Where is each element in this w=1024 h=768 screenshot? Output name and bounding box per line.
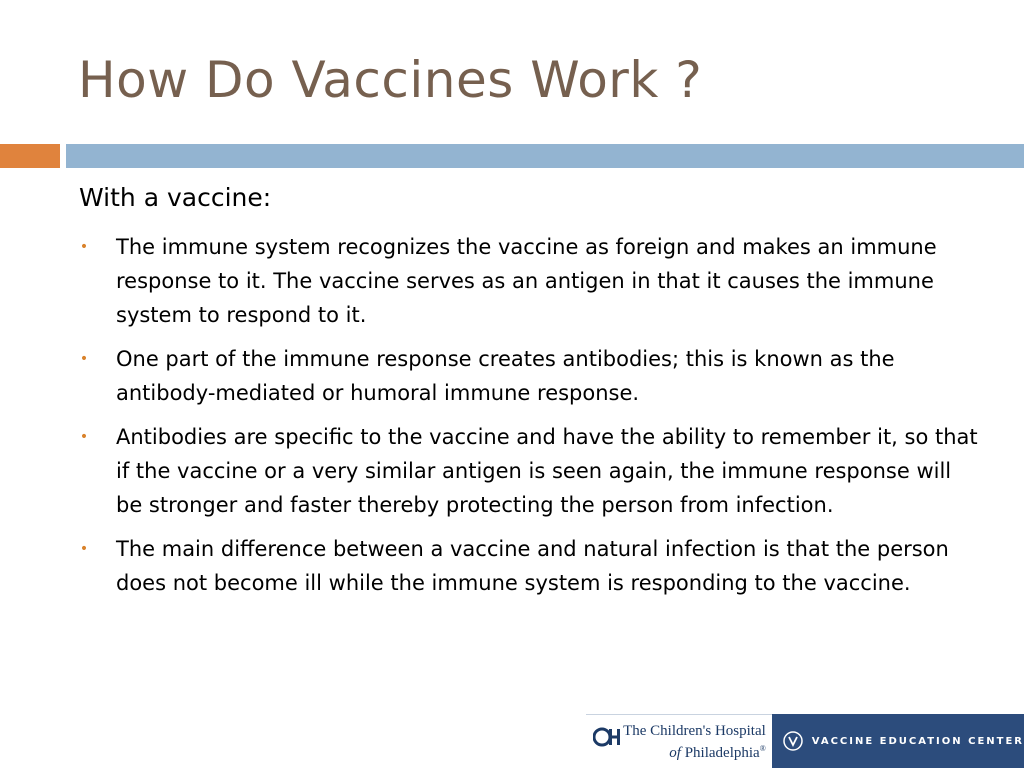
bullet-text: One part of the immune response creates antibodies; this is known as the antibody-mediated or humoral immune response.: [116, 347, 895, 405]
chop-logo: [593, 722, 766, 762]
bullet-marker: •: [79, 541, 89, 557]
vaccine-education-center-icon: [782, 730, 804, 752]
bullet-marker: •: [79, 429, 89, 445]
chop-logo-mark-icon: [593, 726, 621, 750]
chop-line-2-name: Philadelphia: [684, 744, 760, 761]
bullet-text: The immune system recognizes the vaccine as foreign and makes an immune response to it. The vaccine serves as an antigen in that it causes the immune system to respond to it.: [116, 235, 937, 327]
bullet-marker: •: [79, 239, 89, 255]
bullet-list: [78, 230, 978, 610]
chop-line-2-of: of: [669, 744, 681, 761]
bullet-item: [78, 342, 978, 410]
chop-line-2: [623, 740, 766, 762]
bullet-text: The main difference between a vaccine and natural infection is that the person does not become ill while the immune system is responding to the vaccine.: [116, 537, 949, 595]
registered-mark: ®: [759, 743, 766, 753]
footer-logos: [586, 714, 1024, 768]
slide-subtitle: With a vaccine:: [79, 183, 272, 212]
accent-bar-blue: [66, 144, 1024, 168]
bullet-item: [78, 230, 978, 332]
bullet-item: [78, 532, 978, 600]
chop-wordmark: [623, 722, 766, 762]
vaccine-education-center-box: [772, 714, 1024, 768]
chop-line-1: The Children's Hospital: [623, 722, 766, 739]
bullet-marker: •: [79, 351, 89, 367]
bullet-text: Antibodies are specific to the vaccine and have the ability to remember it, so that if the vaccine or a very similar antigen is seen again, the immune response will be stronger and faster thereby protecting the person from infection.: [116, 425, 978, 517]
bullet-item: [78, 420, 978, 522]
chop-logo-box: [586, 714, 772, 768]
accent-bar-orange: [0, 144, 60, 168]
slide-title: How Do Vaccines Work ?: [78, 51, 703, 109]
vaccine-education-center-label: VACCINE EDUCATION CENTER: [811, 735, 1024, 747]
